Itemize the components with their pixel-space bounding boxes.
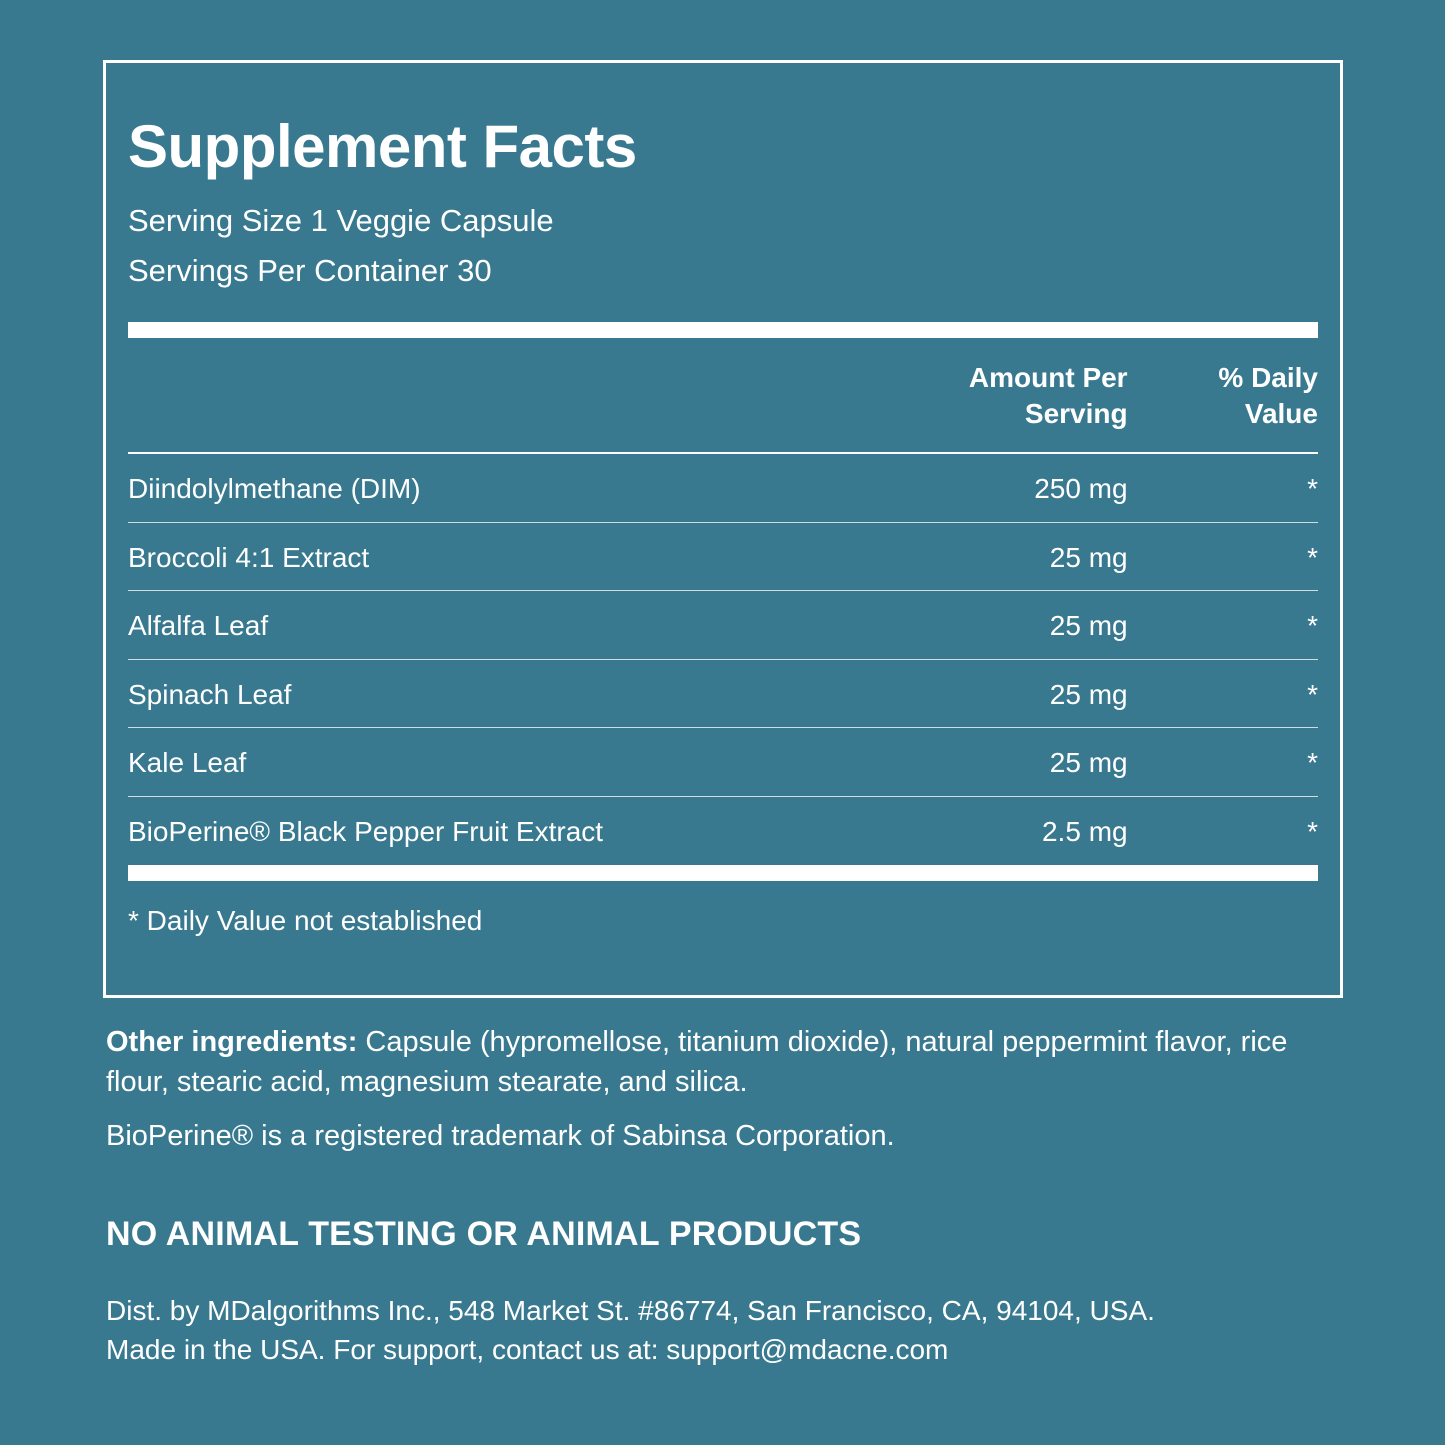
distributor-address: Dist. by MDalgorithms Inc., 548 Market St. #86774, San Francisco, CA, 94104, USA. [106, 1295, 1155, 1326]
daily-value-line1: % Daily [1218, 362, 1318, 394]
table-row [128, 728, 1318, 797]
servings-per-container: Servings Per Container 30 [128, 253, 492, 289]
table-row [128, 453, 1318, 522]
column-header-blank [128, 338, 794, 453]
ingredient-amount: 25 mg [794, 659, 1127, 728]
no-animal-testing-statement: NO ANIMAL TESTING OR ANIMAL PRODUCTS [106, 1215, 862, 1253]
ingredient-name: BioPerine® Black Pepper Fruit Extract [128, 816, 604, 848]
ingredient-daily-value: * [1307, 816, 1318, 848]
ingredient-amount: 2.5 mg [1041, 816, 1128, 848]
nutrition-table [128, 338, 1318, 864]
ingredient-daily-value: * [1128, 453, 1318, 522]
divider-thick-bottom [128, 865, 1318, 881]
other-ingredients-label: Other ingredients: [106, 1026, 358, 1058]
ingredient-daily-value: * [1128, 522, 1318, 591]
ingredient-name: Broccoli 4:1 Extract [128, 522, 794, 591]
ingredient-daily-value: * [1128, 591, 1318, 660]
other-ingredients-text [106, 1022, 1356, 1102]
ingredient-amount: 250 mg [794, 453, 1127, 522]
table-row [128, 659, 1318, 728]
ingredient-daily-value: * [1128, 728, 1318, 797]
divider-thick-top [128, 322, 1318, 338]
table-row [128, 797, 1318, 865]
table-row [128, 522, 1318, 591]
ingredient-amount: 25 mg [794, 728, 1127, 797]
page-title: Supplement Facts [128, 113, 637, 180]
amount-per-serving-line2: Serving [1024, 398, 1128, 430]
supplement-facts-panel [103, 60, 1343, 998]
ingredient-name: Kale Leaf [128, 728, 794, 797]
other-ingredients-block [106, 1022, 1356, 1156]
trademark-note: BioPerine® is a registered trademark of Sabinsa Corporation. [106, 1120, 895, 1153]
ingredient-amount: 25 mg [794, 522, 1127, 591]
ingredient-name: Alfalfa Leaf [128, 591, 794, 660]
serving-info [128, 196, 1318, 296]
column-header-daily-value [1128, 338, 1318, 453]
daily-value-footnote: * Daily Value not established [128, 904, 483, 936]
table-row [128, 591, 1318, 660]
column-header-amount-per-serving [794, 338, 1127, 453]
ingredient-daily-value: * [1128, 659, 1318, 728]
table-header-row [128, 338, 1318, 453]
serving-size: Serving Size 1 Veggie Capsule [128, 203, 554, 238]
ingredient-name: Spinach Leaf [128, 659, 794, 728]
daily-value-line2: Value [1244, 398, 1318, 430]
amount-per-serving-line1: Amount Per [968, 362, 1128, 394]
other-ingredients-body: Capsule (hypromellose, titanium dioxide), natural peppermint flavor, rice flour, stearic acid, magnesium stearate, and silica. [106, 1026, 1288, 1099]
distribution-block [106, 1292, 1366, 1369]
ingredient-name: Diindolylmethane (DIM) [128, 453, 794, 522]
ingredient-amount: 25 mg [794, 591, 1127, 660]
support-contact: Made in the USA. For support, contact us at: support@mdacne.com [106, 1333, 949, 1365]
